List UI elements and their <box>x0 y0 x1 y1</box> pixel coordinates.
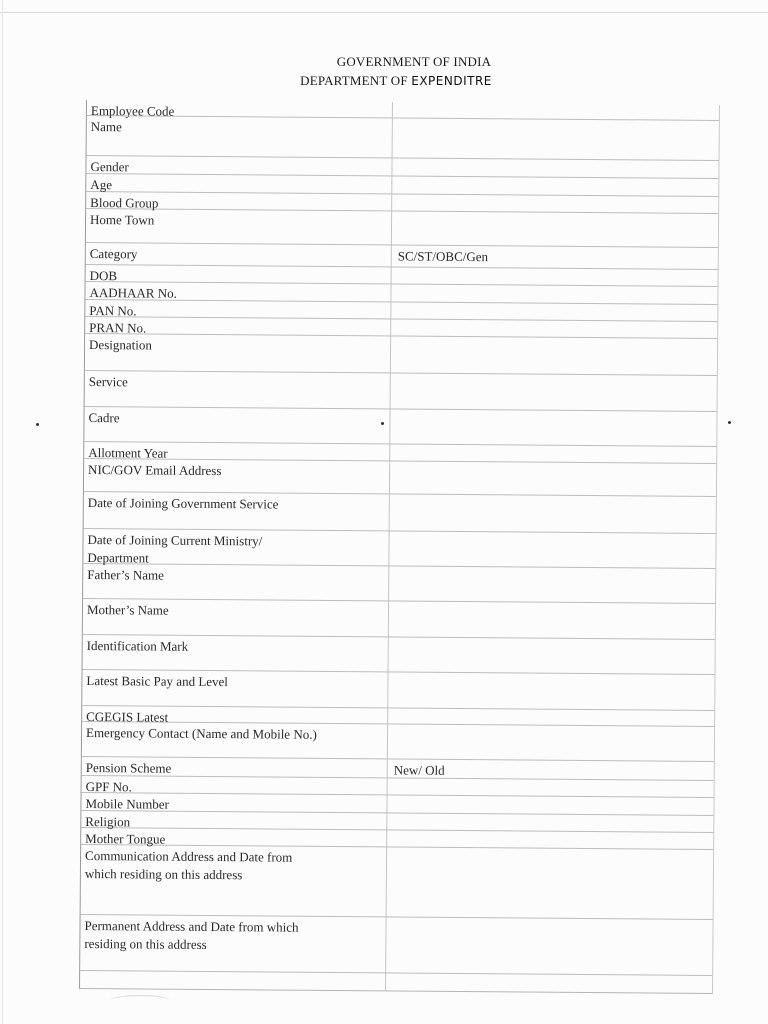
form-row-value[interactable] <box>395 568 705 570</box>
form-row-value[interactable] <box>396 446 706 448</box>
form-row-value[interactable] <box>394 780 704 782</box>
form-row-value[interactable] <box>398 196 708 198</box>
form-row-value[interactable] <box>394 710 704 712</box>
form-row-label: Date of Joining Current Ministry/ Department <box>87 532 263 566</box>
form-row <box>83 564 715 604</box>
form-row-label: Identification Mark <box>86 638 189 654</box>
form-row-label: Employee Code <box>90 103 175 119</box>
form-row-label: AADHAAR No. <box>89 285 177 301</box>
header-department-printed: DEPARTMENT OF <box>300 73 408 88</box>
form-row-value[interactable] <box>397 321 707 323</box>
form-row-label: Home Town <box>90 212 155 228</box>
form-row-value[interactable] <box>398 178 708 180</box>
form-row-value[interactable] <box>393 815 703 817</box>
form-row-value[interactable] <box>396 533 706 535</box>
form-row-value[interactable] <box>393 919 703 921</box>
scan-speck <box>728 421 731 424</box>
form-row-value[interactable] <box>397 304 707 306</box>
form-row-label: Name <box>90 119 122 135</box>
form-row-label: Mother’s Name <box>86 602 169 618</box>
form-row-label: Designation <box>89 337 152 353</box>
form-row <box>82 670 714 711</box>
form-row-value[interactable] <box>396 496 706 498</box>
form-row-value[interactable]: New/ Old <box>393 762 445 778</box>
form-row <box>84 407 716 447</box>
form-row-label: Age <box>90 177 113 193</box>
form-row <box>81 845 714 920</box>
form-row-label: Allotment Year <box>88 445 168 461</box>
form-row-value[interactable] <box>398 269 708 271</box>
form-row-label: Gender <box>90 159 129 175</box>
form-row-value[interactable] <box>399 104 709 106</box>
form-row-label: Permanent Address and Date from which residing on this address <box>84 918 299 952</box>
form-row-value[interactable]: SC/ST/OBC/Gen <box>397 248 489 265</box>
form-row-value[interactable] <box>399 120 709 122</box>
form-row-value[interactable] <box>397 375 707 377</box>
form-row-label: Religion <box>85 814 131 830</box>
form-row-label: Pension Scheme <box>85 760 172 776</box>
form-row-label: DOB <box>89 268 118 284</box>
form-row-value[interactable] <box>396 463 706 465</box>
form-row <box>83 529 715 569</box>
scan-speck <box>381 422 384 425</box>
form-row-value[interactable] <box>394 726 704 728</box>
form-row-label: GPF No. <box>85 779 132 795</box>
form-row <box>83 599 715 640</box>
form-row-label: CGEGIS Latest <box>86 709 169 725</box>
form-row-label: PRAN No. <box>89 320 147 336</box>
employee-details-table <box>79 100 720 994</box>
header-department-handwritten: EXPENDITRE <box>411 74 492 88</box>
form-row-label: Communication Address and Date from which residing on this address <box>84 848 293 883</box>
form-row-value[interactable] <box>397 411 707 413</box>
form-row-label: Service <box>88 374 128 390</box>
scan-smudge <box>110 995 170 1006</box>
form-row-value[interactable] <box>395 603 705 605</box>
form-row-label: Mother Tongue <box>85 831 166 847</box>
form-row <box>87 116 719 161</box>
form-row-label: Father’s Name <box>87 567 164 583</box>
scan-edge-top <box>0 12 768 13</box>
header-government: GOVERNMENT OF INDIA <box>336 54 492 69</box>
form-row-label: Cadre <box>88 410 120 426</box>
form-row-label: NIC/GOV Email Address <box>88 462 222 479</box>
header-department <box>12 73 768 89</box>
form-row-label: Mobile Number <box>85 796 169 812</box>
form-row-label: Emergency Contact (Name and Mobile No.) <box>85 725 317 742</box>
form-row <box>85 371 717 412</box>
form-row <box>85 334 717 376</box>
form-row-label: Date of Joining Government Service <box>87 495 279 512</box>
form-row-value[interactable] <box>398 213 708 215</box>
form-row-value[interactable] <box>394 674 704 676</box>
form-row-value[interactable] <box>395 639 705 641</box>
form-row <box>84 492 716 534</box>
form-row-label: Latest Basic Pay and Level <box>86 673 229 690</box>
form-row-value[interactable] <box>397 338 707 340</box>
form-row-value[interactable] <box>398 286 708 288</box>
form-row-label: Blood Group <box>90 195 159 211</box>
form-row <box>82 722 714 762</box>
form-row-value[interactable] <box>394 797 704 799</box>
form-row <box>83 635 715 675</box>
form-row <box>80 915 712 976</box>
form-row <box>86 209 718 248</box>
scan-speck <box>36 423 39 426</box>
form-row <box>84 459 716 497</box>
scan-edge-left <box>2 0 3 1024</box>
form-row-label: Category <box>89 246 138 262</box>
form-row-value[interactable] <box>399 160 709 162</box>
form-row-label: PAN No. <box>89 303 137 319</box>
form-row-value[interactable] <box>393 832 703 834</box>
form-row-value[interactable] <box>393 849 703 851</box>
